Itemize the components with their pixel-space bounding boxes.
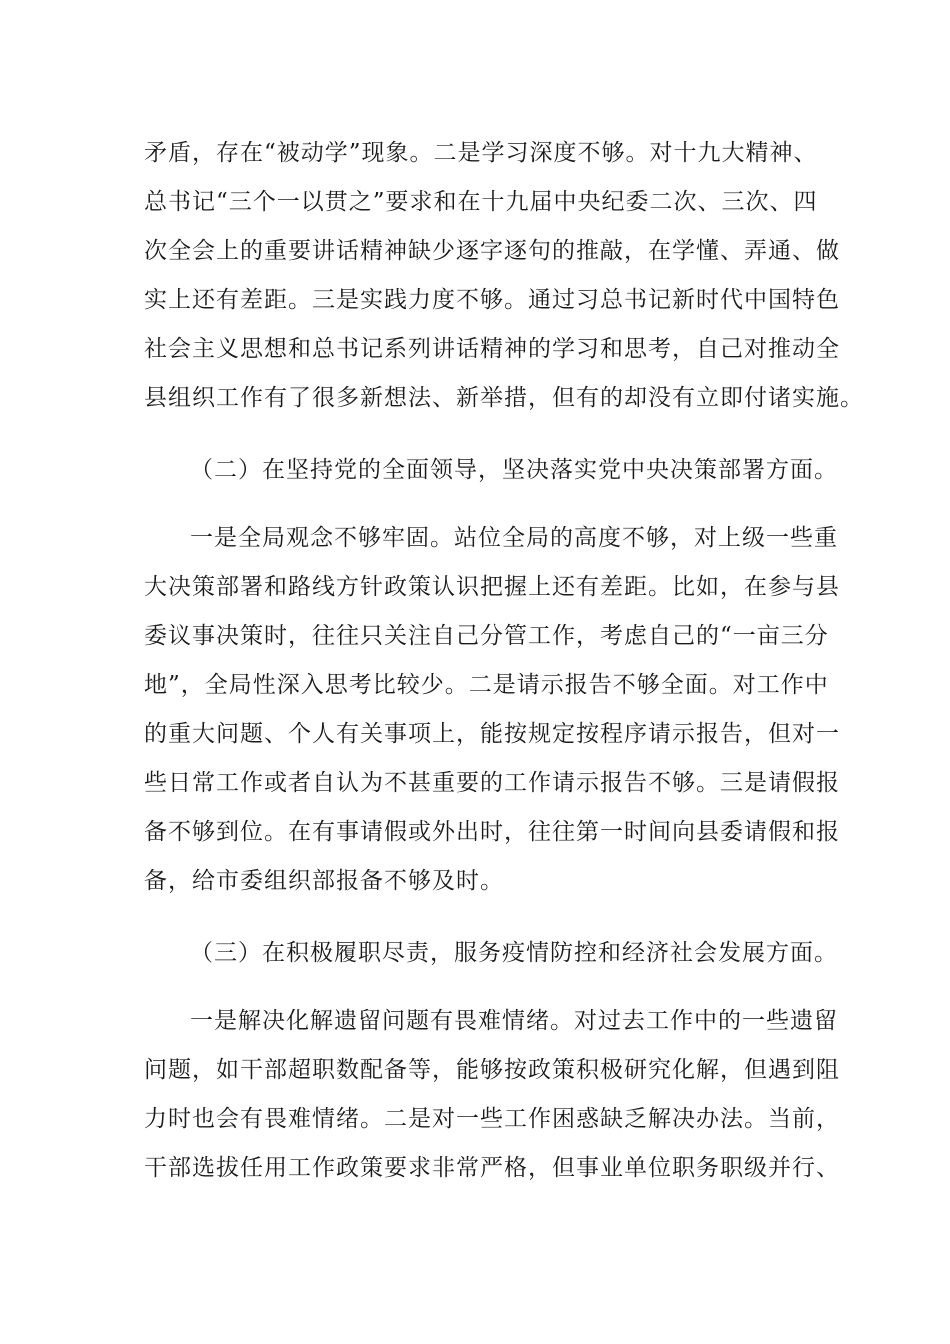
section-heading: （二）在坚持党的全面领导，坚决落实党中央决策部署方面。 <box>190 457 838 483</box>
body-text-line: 一是解决化解遗留问题有畏难情绪。对过去工作中的一些遗留 <box>190 1008 838 1034</box>
body-text-line: 备不够到位。在有事请假或外出时，往往第一时间向县委请假和报 <box>144 819 840 845</box>
body-text-line: 的重大问题、个人有关事项上，能按规定按程序请示报告，但对一 <box>144 721 840 747</box>
body-text-line: 些日常工作或者自认为不甚重要的工作请示报告不够。三是请假报 <box>144 770 840 796</box>
section-heading: （三）在积极履职尽责，服务疫情防控和经济社会发展方面。 <box>190 940 838 966</box>
body-text-line: 大决策部署和路线方针政策认识把握上还有差距。比如，在参与县 <box>144 574 840 600</box>
body-text-line: 干部选拔任用工作政策要求非常严格，但事业单位职务职级并行、 <box>144 1155 840 1181</box>
body-text-line: 委议事决策时，往往只关注自己分管工作，考虑自己的“一亩三分 <box>144 623 829 649</box>
body-text-line: 力时也会有畏难情绪。二是对一些工作困惑缺乏解决办法。当前， <box>144 1106 840 1132</box>
body-text-line: 问题，如干部超职数配备等，能够按政策积极研究化解，但遇到阻 <box>144 1057 840 1083</box>
body-text-line: 实上还有差距。三是实践力度不够。通过习总书记新时代中国特色 <box>144 287 840 313</box>
body-text-line: 次全会上的重要讲话精神缺少逐字逐句的推敲，在学懂、弄通、做 <box>144 238 840 264</box>
body-text-line: 县组织工作有了很多新想法、新举措，但有的却没有立即付诸实施。 <box>144 385 864 411</box>
body-text-line: 社会主义思想和总书记系列讲话精神的学习和思考，自己对推动全 <box>144 336 840 362</box>
body-text-line: 备，给市委组织部报备不够及时。 <box>144 868 504 894</box>
body-text-line: 矛盾，存在“被动学”现象。二是学习深度不够。对十九大精神、 <box>144 140 818 166</box>
body-text-line: 总书记“三个一以贯之”要求和在十九届中央纪委二次、三次、四 <box>144 189 818 215</box>
body-text-line: 一是全局观念不够牢固。站位全局的高度不够，对上级一些重 <box>190 525 838 551</box>
body-text-line: 地”，全局性深入思考比较少。二是请示报告不够全面。对工作中 <box>144 672 829 698</box>
